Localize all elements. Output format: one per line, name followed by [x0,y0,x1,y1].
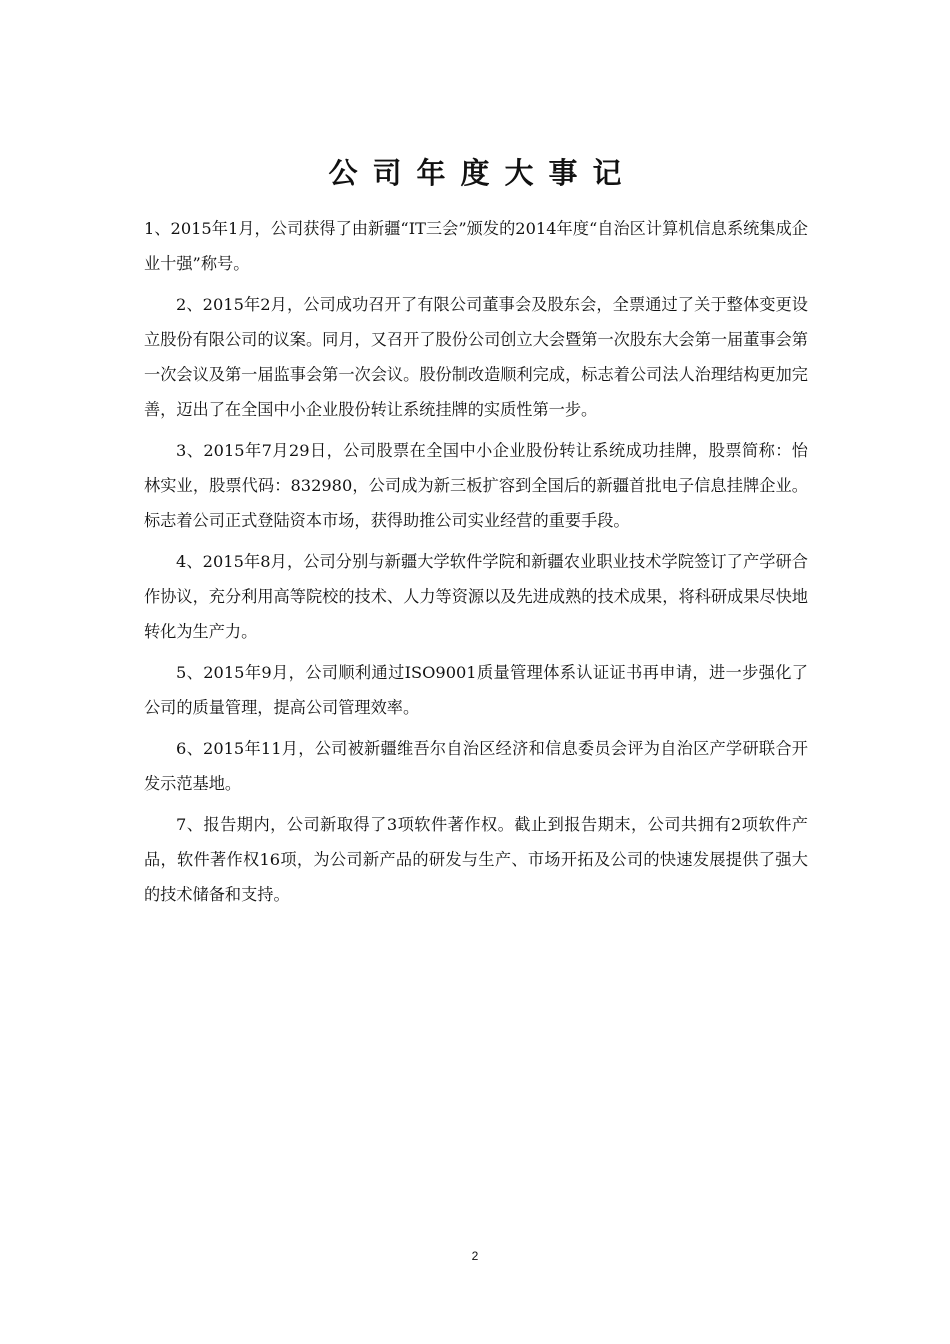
document-body [144,211,808,918]
event-paragraph-2: 2、2015年2月，公司成功召开了有限公司董事会及股东会，全票通过了关于整体变更设立股份有限公司的议案。同月，又召开了股份公司创立大会暨第一次股东大会第一届董事会第一次会议及第一届监事会第一次会议。股份制改造顺利完成，标志着公司法人治理结构更加完善，迈出了在全国中小企业股份转让系统挂牌的实质性第一步。 [144,295,808,419]
event-paragraph-6: 6、2015年11月，公司被新疆维吾尔自治区经济和信息委员会评为自治区产学研联合开发示范基地。 [144,739,808,793]
event-paragraph-1: 1、2015年1月，公司获得了由新疆“IT三会”颁发的2014年度“自治区计算机信息系统集成企业十强”称号。 [144,219,808,273]
event-paragraph-5: 5、2015年9月，公司顺利通过ISO9001质量管理体系认证证书再申请，进一步强化了公司的质量管理，提高公司管理效率。 [144,663,808,717]
event-paragraph-4: 4、2015年8月，公司分别与新疆大学软件学院和新疆农业职业技术学院签订了产学研合作协议，充分利用高等院校的技术、人力等资源以及先进成熟的技术成果，将科研成果尽快地转化为生产力。 [144,552,808,641]
event-paragraph-3: 3、2015年7月29日，公司股票在全国中小企业股份转让系统成功挂牌，股票简称：怡林实业，股票代码：832980，公司成为新三板扩容到全国后的新疆首批电子信息挂牌企业。标志着公司正式登陆资本市场，获得助推公司实业经营的重要手段。 [144,441,808,530]
page-title: 公司年度大事记 [328,156,637,190]
page-number: 2 [471,1249,479,1263]
event-paragraph-7: 7、报告期内，公司新取得了3项软件著作权。截止到报告期末，公司共拥有2项软件产品，软件著作权16项，为公司新产品的研发与生产、市场开拓及公司的快速发展提供了强大的技术储备和支持。 [144,815,808,904]
